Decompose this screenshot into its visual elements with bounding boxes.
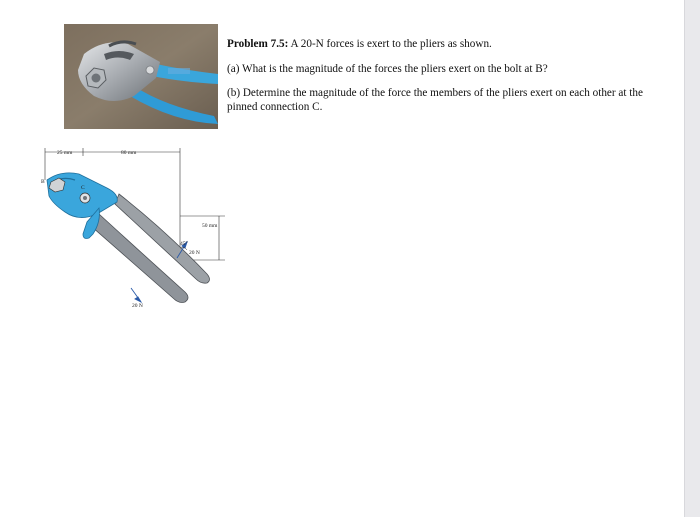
force-label-lower: 20 N bbox=[132, 303, 143, 309]
point-c-label: C bbox=[81, 185, 85, 191]
problem-statement-text: A 20-N forces is exert to the pliers as shown. bbox=[288, 38, 492, 50]
pliers-diagram bbox=[35, 142, 235, 327]
grey-handle-upper bbox=[115, 194, 210, 283]
problem-statement bbox=[227, 38, 657, 52]
dim-label-right: 50 mm bbox=[202, 223, 218, 229]
problem-title: Problem 7.5: bbox=[227, 38, 289, 50]
dim-label-top: 80 mm bbox=[121, 150, 137, 156]
question-a: (a) What is the magnitude of the forces the pliers exert on the bolt at B? bbox=[227, 62, 548, 75]
question-b: (b) Determine the magnitude of the force the members of the pliers exert on each other at the pinned connection C. bbox=[227, 87, 643, 113]
force-label-upper: 20 N bbox=[189, 250, 200, 256]
pliers-photo bbox=[64, 24, 218, 129]
dim-label-left: 25 mm bbox=[57, 150, 73, 156]
problem-text bbox=[227, 38, 657, 124]
point-b-label: B bbox=[41, 179, 45, 185]
angle-label: 45° bbox=[180, 241, 188, 247]
force-arrow-lower bbox=[131, 288, 141, 302]
